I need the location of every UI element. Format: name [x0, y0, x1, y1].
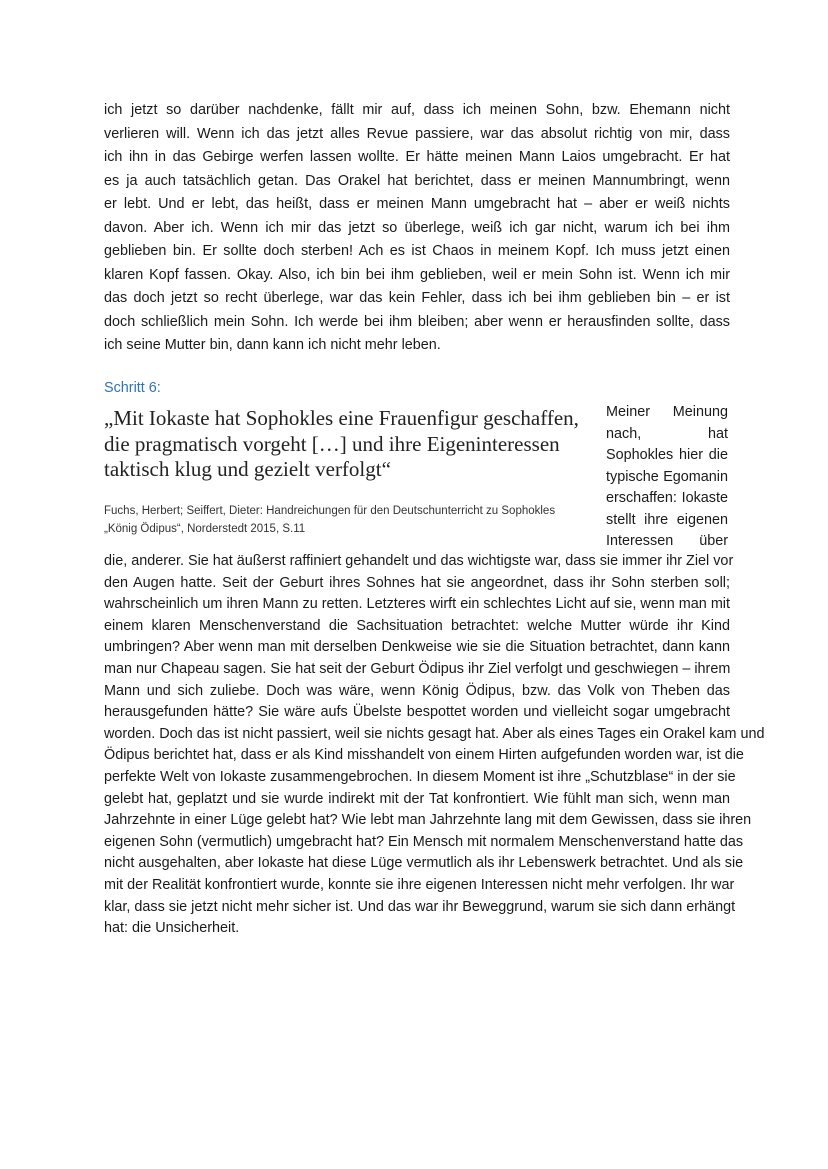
text-line: doch schließlich mein Sohn. Ich werde bei ihm bleiben; aber wenn er herausfinden sollte, dass [104, 313, 730, 330]
text-line: klaren Kopf fassen. Okay. Also, ich bin bei ihm geblieben, weil er mein Sohn ist. Wenn ich mir [104, 266, 730, 283]
text-line: klar, dass sie jetzt nicht mehr sicher ist. Und das war ihr Beweggrund, warum sie sich dann erhängt [104, 898, 736, 915]
text-line: den Augen hatte. Seit der Geburt ihres Sohnes hat sie angeordnet, dass ihr Sohn sterben soll; [104, 574, 730, 591]
side-text [606, 402, 728, 553]
paragraph-intro [104, 99, 730, 358]
text-line: Sophokles hier die [606, 447, 728, 463]
text-line: davon. Aber ich. Wenn ich mir das jetzt so überlege, weiß ich gar nicht, warum ich bei ihm [104, 219, 730, 236]
text-line: stellt ihre eigenen [606, 511, 728, 528]
text-line: ich ihn in das Gebirge werfen lassen wollte. Er hätte meinen Mann Laios umgebracht. Er hat [104, 149, 730, 165]
text-line: ich seine Mutter bin, dann kann ich nicht mehr leben. [104, 337, 441, 353]
text-line: Ödipus berichtet hat, dass er als Kind misshandelt von einem Hirten aufgefunden worden war, ist die [104, 747, 744, 764]
text-line: die, anderer. Sie hat äußerst raffiniert gehandelt und das wichtigste war, dass sie immer ihr Ziel vor [104, 553, 734, 569]
text-line: man nur Chapeau sagen. Sie hat seit der Geburt Ödipus ihr Ziel verfolgt und geschwiegen – ihrem [104, 660, 731, 677]
text-line: einem klaren Menschenverstand die Sachsituation betrachtet: welche Mutter würde ihr Kind [104, 617, 730, 634]
text-line: Jahrzehnte in einer Lüge gelebt hat? Wie lebt man Jahrzehnte lang mit dem Gewissen, dass sie ihren [104, 812, 752, 829]
text-line: perfekte Welt von Iokaste zusammengebrochen. In diesem Moment ist ihre „Schutzblase“ in der sie [104, 768, 736, 785]
text-line: Interessen über [606, 533, 728, 549]
text-line: er lebt. Und er lebt, das heißt, dass er meinen Mann umgebracht hat – aber er weiß nichts [104, 196, 730, 212]
text-line: erschaffen: Iokaste [606, 490, 728, 506]
text-line: wahrscheinlich um ihren Mann zu retten. Letzteres wirft ein schlechtes Licht auf sie, wenn man mit [104, 596, 730, 613]
text-line: ich jetzt so darüber nachdenke, fällt mir auf, dass ich meinen Sohn, bzw. Ehemann nicht [104, 102, 730, 118]
text-line: worden. Doch das ist nicht passiert, weil sie nichts gesagt hat. Aber als eines Tages ein Orakel kam und [104, 725, 765, 742]
text-line: verlieren will. Wenn ich das jetzt alles Revue passiere, war das absolut richtig von mir, dass [104, 125, 730, 142]
quote-text: „Mit Iokaste hat Sophokles eine Frauenfigur geschaffen, die pragmatisch vorgeht […] und ihre Eigeninteressen taktisch klug und gezielt verfolgt“ [104, 406, 579, 481]
text-line: geblieben bin. Er sollte doch sterben! Ach es ist Chaos in meinem Kopf. Ich muss jetzt einen [104, 243, 730, 259]
text-line: gelebt hat, geplatzt und sie wurde indirekt mit der Tat konfrontiert. Wie fühlt man sich, wenn man [104, 790, 730, 807]
paragraph-analysis [104, 551, 765, 940]
text-line: umbringen? Aber wenn man mit derselben Denkweise wie sie die Situation betrachtet, dann kann [104, 639, 730, 656]
text-line: nicht ausgehalten, aber Iokaste hat diese Lüge vermutlich als ihr Lebenswerk betrachtet. Und als sie [104, 855, 744, 872]
text-line: Meiner Meinung [606, 404, 728, 420]
text-line: eigenen Sohn (vermutlich) umgebracht hat? Ein Mensch mit normalem Menschenverstand hatte das [104, 833, 744, 850]
text-line: Mann und sich zuliebe. Doch was wäre, wenn König Ödipus, bzw. das Volk von Theben das [104, 682, 730, 699]
quote-source [104, 502, 594, 538]
section-heading: Schritt 6: [104, 380, 161, 396]
text-line: nach, hat [606, 425, 728, 442]
quote-source-line: Fuchs, Herbert; Seiffert, Dieter: Handreichungen für den Deutschunterricht zu Sophokles [104, 504, 556, 517]
text-line: das doch jetzt so recht überlege, war das kein Fehler, dass ich bei ihm geblieben bin – er ist [104, 290, 730, 306]
text-line: mit der Realität konfrontiert wurde, konnte sie ihre eigenen Interessen nicht mehr verfolgen. Ihr war [104, 876, 735, 893]
text-line: typische Egomanin [606, 468, 728, 485]
text-line: es ja auch tatsächlich getan. Das Orakel hat berichtet, dass er meinen Mannumbringt, wenn [104, 172, 730, 189]
text-line: hat: die Unsicherheit. [104, 920, 240, 937]
quote-source-line: „König Ödipus“, Norderstedt 2015, S.11 [104, 522, 306, 535]
quote-block [104, 406, 594, 538]
text-line: herausgefunden hätte? Sie wäre aufs Übelste bespottet worden und vielleicht sogar umgebracht [104, 704, 730, 721]
